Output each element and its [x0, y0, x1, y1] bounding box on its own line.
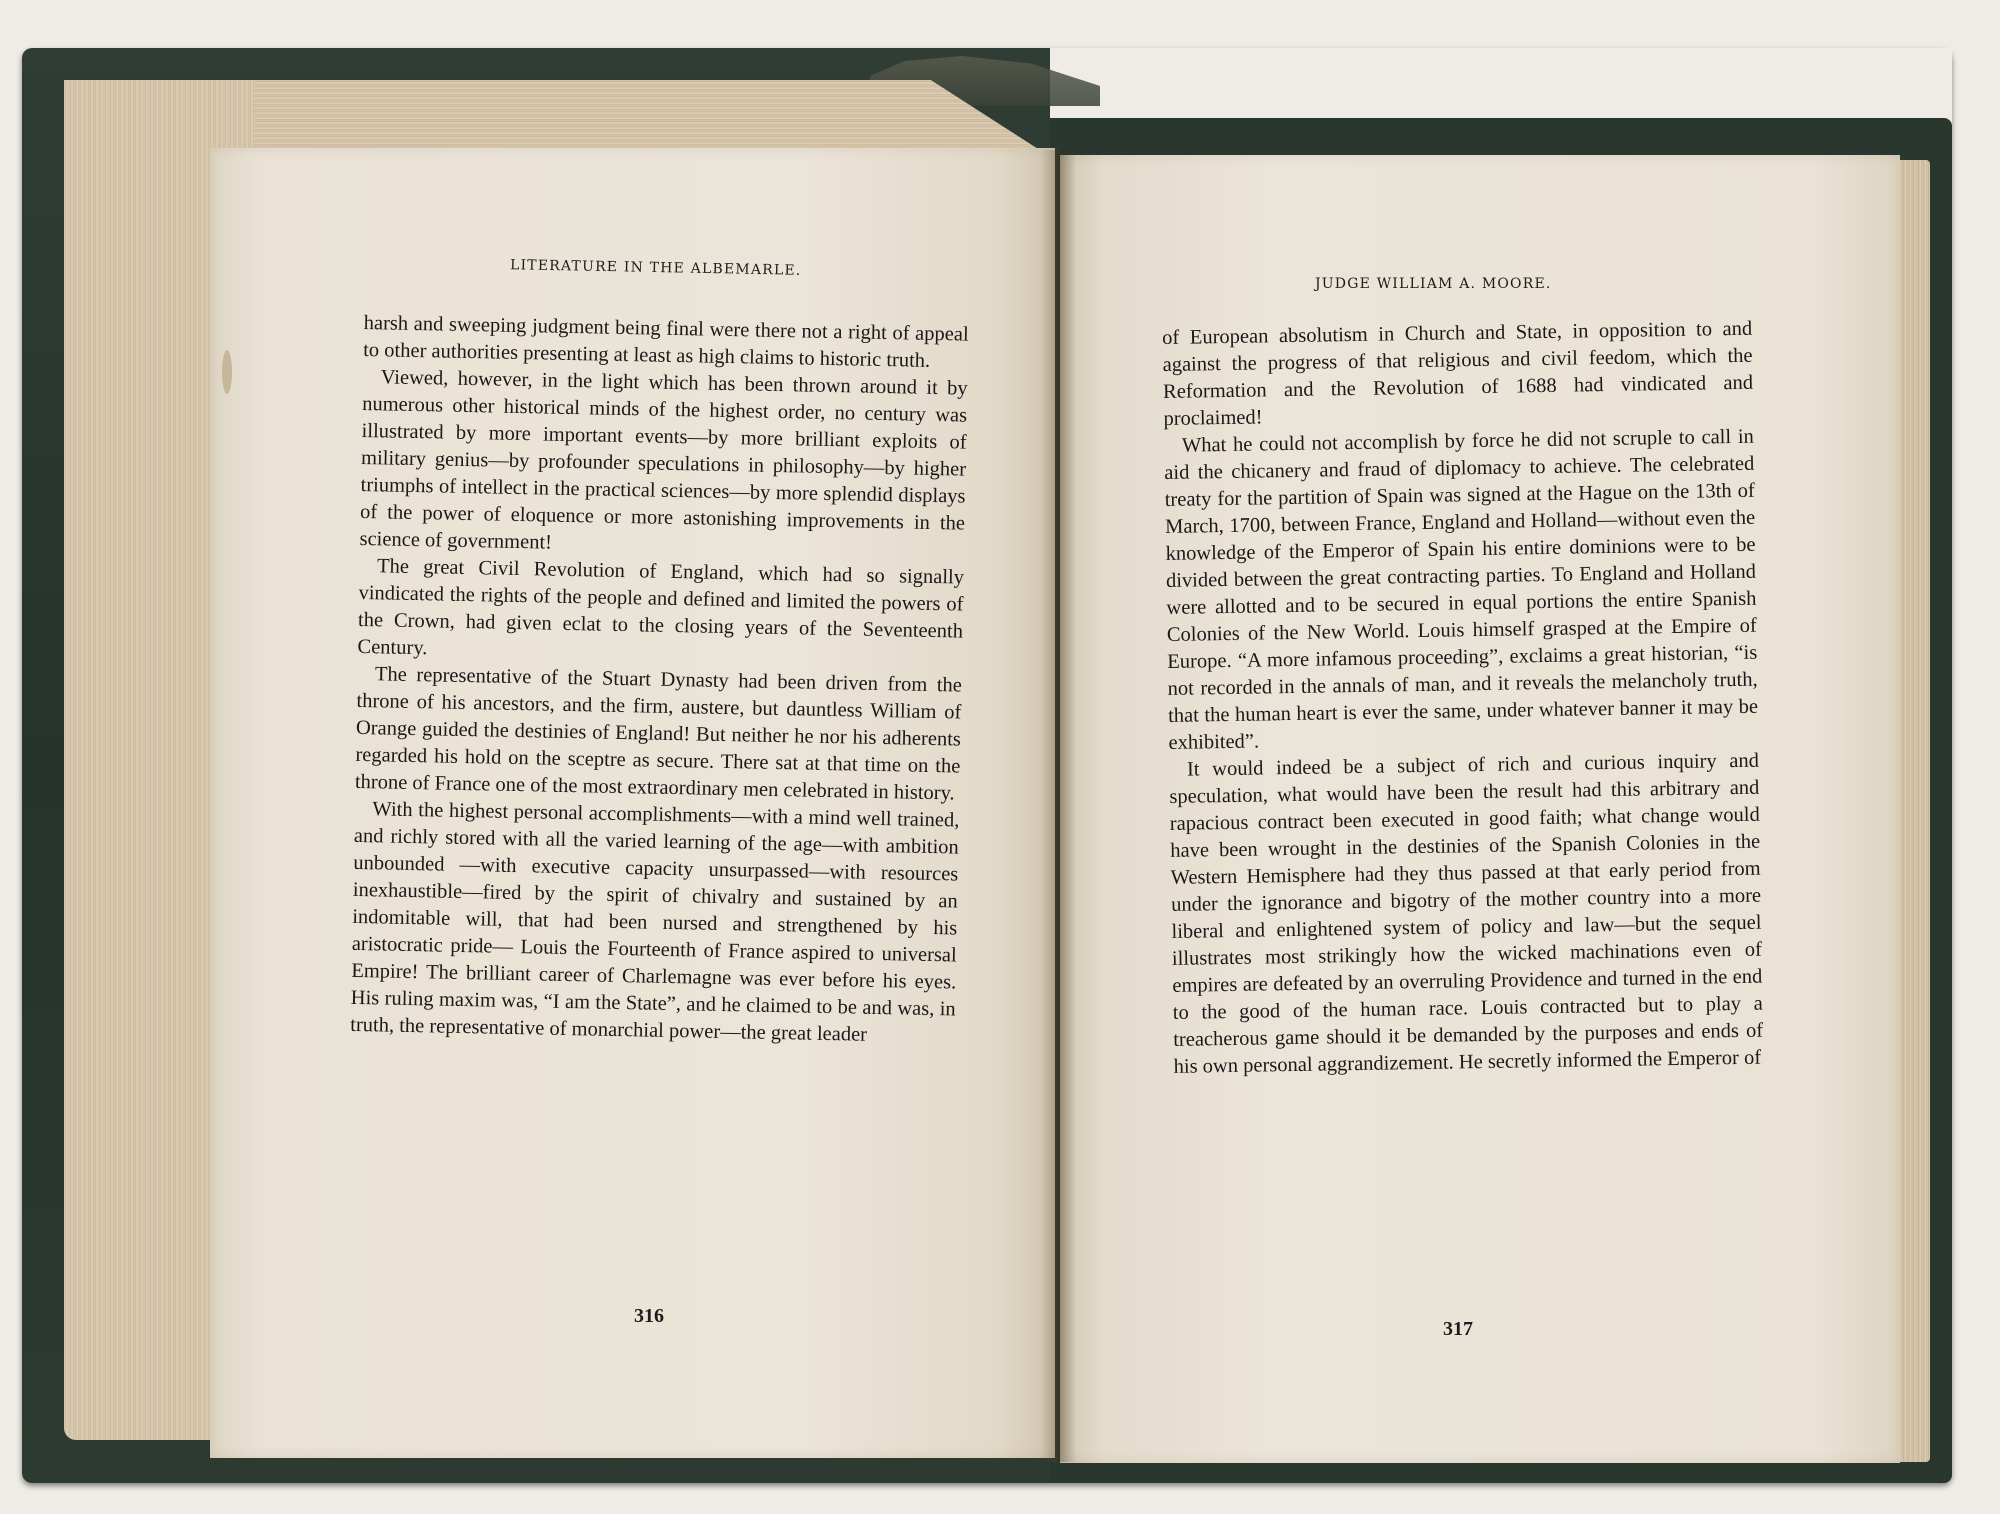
right-running-head: JUDGE WILLIAM A. MOORE. [1315, 276, 1552, 292]
right-page-number: 317 [1443, 1318, 1473, 1340]
paragraph: The great Civil Revolution of England, which had so signally vindicated the rights of the people and defined and limited the powers of the Crown, had given eclat to the closing years of the Seventeenth Century. [357, 555, 965, 660]
paragraph: What he could not accomplish by force he did not scruple to call in aid the chicanery and fraud of diplomacy to achieve. The celebrated treaty for the partition of Spain was signed at the Hague on the 13th of March, 1700, between France, England and Holland—without even the knowledge of the Emperor of Spain his entire dominions were to be divided between the great contracting parties. To England and Holland were allotted and to be secured in equal portions the entire Spanish Colonies of the New World. Louis himself grasped at the Empire of Europe. “A more infamous proceeding”, exclaims a great historian, “is not recorded in the annals of man, and it reveals the melancholy truth, that the human heart is ever the same, under whatever banner it may be exhibited”. [1164, 425, 1759, 754]
paragraph: The representative of the Stuart Dynasty had been driven from the throne of his ancestors, and the firm, austere, but dauntless William of Orange guided the destinies of England! But neither he nor his adherents regarded his hold on the sceptre as secure. There sat at that time on the throne of France one of the most extraordinary men celebrated in history. [354, 663, 963, 805]
left-page-body [350, 310, 969, 1050]
paragraph: It would indeed be a subject of rich and curious inquiry and speculation, what would have been the result had this arbitrary and rapacious contract been executed in good faith; what change would have been wrought in the destinies of the Spanish Colonies in the Western Hemisphere had they thus passed at that early period from under the ignorance and bigotry of the mother country into a more liberal and enlightened system of policy and law—but the sequel illustrates most strikingly how the wicked machinations even of empires are defeated by an overruling Providence and turned in the end to the good of the human race. Louis contracted but to play a treacherous game should it be demanded by the purposes and ends of his own personal aggrandizement. He secretly informed the Emperor of [1169, 749, 1764, 1078]
paragraph: With the highest personal accomplishments—with a mind well trained, and richly stored with all the varied learning of the age—with ambition unbounded —with executive capacity unsurpassed—with resources inexhaustible—fired by the spirit of chivalry and sustained by an indomitable will, that had been nursed and strengthened by his aristocratic pride— Louis the Fourteenth of France aspired to universal Empire! The brilliant career of Charlemagne was ever before his eyes. His ruling maxim was, “I am the State”, and he claimed to be and was, in truth, the representative of monarchial power—the great leader [350, 798, 960, 1046]
left-running-head: LITERATURE IN THE ALBEMARLE. [509, 257, 802, 279]
paragraph: harsh and sweeping judgment being final were there not a right of appeal to other authorities presenting at least as high claims to historic truth. [363, 311, 969, 372]
paragraph: of European absolutism in Church and State, in opposition to and against the progress of that religious and civil feedom, which the Reformation and the Revolution of 1688 had vindicated and proclaimed! [1162, 317, 1754, 430]
right-page-body [1162, 316, 1764, 1081]
binding-hole [222, 350, 232, 394]
paragraph: Viewed, however, in the light which has been thrown around it by numerous other historical minds of the highest order, no century was illustrated by more important events—by more brilliant exploits of military genius—by profounder speculations in philosophy—by higher triumphs of intellect in the practical sciences—by more splendid displays of the power of eloquence or more astonishing improvements in the science of government! [359, 366, 968, 554]
left-page-number: 316 [634, 1305, 664, 1327]
book-gutter [1040, 150, 1076, 1462]
